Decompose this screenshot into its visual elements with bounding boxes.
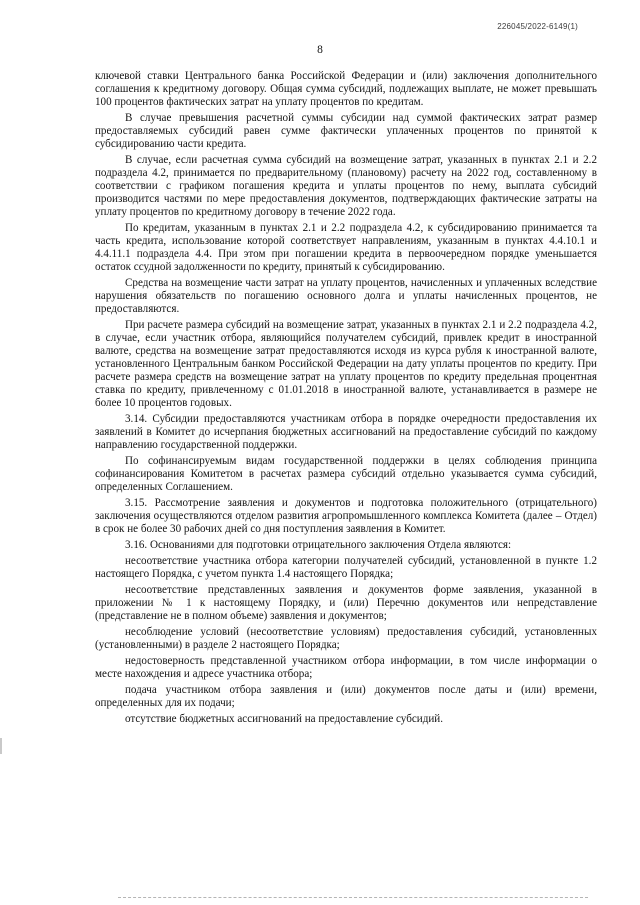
paragraph: В случае превышения расчетной суммы субсидии над суммой фактических затрат размер предоставляемых субсидий равен сумме фактически уплаченных процентов по принятой к субсидированию части кредита.: [95, 112, 597, 150]
page-number: 8: [317, 44, 323, 56]
paragraph: По кредитам, указанным в пунктах 2.1 и 2.2 подраздела 4.2, к субсидированию принимается та часть кредита, использование которой соответствует направлениям, указанным в пунктах 4.4.10.1 и 4.4.11.1 подраздела 4.4. При этом при погашении кредита в первоочередном порядке уменьшается остаток ссудной задолженности по кредиту, принятый к субсидированию.: [95, 222, 597, 273]
document-body: [95, 70, 597, 729]
scan-edge-mark: [0, 738, 2, 754]
paragraph: 3.16. Основаниями для подготовки отрицательного заключения Отдела являются:: [125, 539, 512, 551]
paragraph: При расчете размера субсидий на возмещение затрат, указанных в пунктах 2.1 и 2.2 подраздела 4.2, в случае, если участник отбора, являющийся получателем субсидий, привлек кредит в иностранной валюте, средства на возмещение затрат предоставляются исходя из курса рубля к иностранной валюте, установленного Центральным банком Российской Федерации на дату уплаты процентов по кредиту. При расчете размера средств на возмещение затрат на уплату процентов по кредиту предельная процентная ставка по кредиту, привлеченному с 01.01.2018 в иностранной валюте, устанавливается в размере не более 10 процентов годовых.: [95, 319, 597, 409]
paragraph: 3.15. Рассмотрение заявления и документов и подготовка положительного (отрицательного) заключения осуществляются отделом развития агропромышленного комплекса Комитета (далее – Отдел) в срок не более 30 рабочих дней со дня поступления заявления в Комитет.: [95, 497, 597, 535]
list-item: несоответствие представленных заявления и документов форме заявления, указанной в приложении № 1 к настоящему Порядку, и (или) Перечню документов или непредставление (представление не в полном объеме) заявления и документов;: [95, 584, 597, 622]
list-item: несоблюдение условий (несоответствие условиям) предоставления субсидий, установленных (установленными) в разделе 2 настоящего Порядка;: [95, 626, 597, 651]
list-item: отсутствие бюджетных ассигнований на предоставление субсидий.: [125, 713, 443, 725]
paragraph: 3.14. Субсидии предоставляются участникам отбора в порядке очередности предоставления их заявлений в Комитет до исчерпания бюджетных ассигнований на предоставление субсидий по каждому направлению государственной поддержки.: [95, 413, 597, 451]
document-registration-number: 226045/2022-6149(1): [497, 22, 578, 31]
paragraph: В случае, если расчетная сумма субсидий на возмещение затрат, указанных в пунктах 2.1 и 2.2 подраздела 4.2, принимается по предварительному (плановому) расчету на 2022 год, составленному в соответствии с графиком погашения кредита и уплаты процентов по нему, выплата субсидий производится частями по мере предоставления документов, подтверждающих фактические затраты на уплату процентов по кредитному договору в течение 2022 года.: [95, 154, 597, 218]
paragraph: ключевой ставки Центрального банка Российской Федерации и (или) заключения дополнительного соглашения к кредитному договору. Общая сумма субсидий, подлежащих выплате, не может превышать 100 процентов фактических затрат на уплату процентов по кредитам.: [95, 70, 597, 108]
list-item: несоответствие участника отбора категории получателей субсидий, установленной в пункте 1.2 настоящего Порядка, с учетом пункта 1.4 настоящего Порядка;: [95, 555, 597, 580]
paragraph: По софинансируемым видам государственной поддержки в целях соблюдения принципа софинансирования Комитетом в расчетах размера субсидий отдельно указывается сумма субсидий, определенных Соглашением.: [95, 455, 597, 493]
scan-artifact-line: [118, 897, 588, 899]
paragraph: Средства на возмещение части затрат на уплату процентов, начисленных и уплаченных вследствие нарушения обязательств по погашению основного долга и уплаты начисленных процентов, не предоставляются.: [95, 277, 597, 315]
list-item: недостоверность представленной участником отбора информации, в том числе информации о месте нахождения и адресе участника отбора;: [95, 655, 597, 680]
list-item: подача участником отбора заявления и (или) документов после даты и (или) времени, определенных для их подачи;: [95, 684, 597, 709]
